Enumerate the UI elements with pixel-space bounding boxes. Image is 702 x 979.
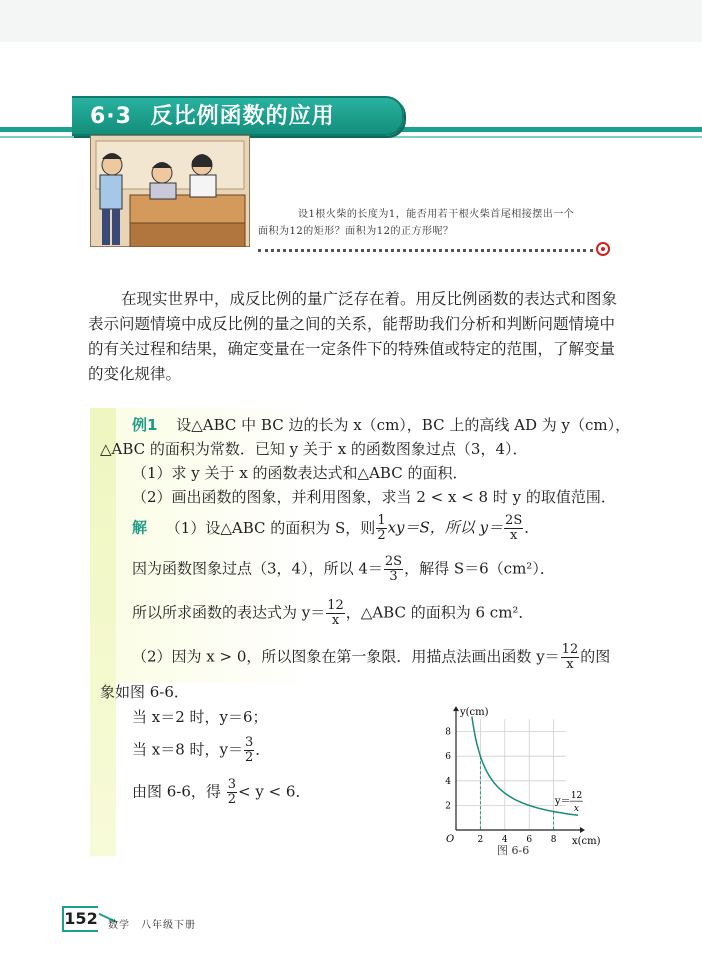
question-2: （2）画出函数的图象，并利用图象，求当 2 < x < 8 时 y 的取值范围． — [132, 488, 616, 506]
frac-den: 2 — [377, 528, 386, 543]
frac-den: 3 — [389, 569, 398, 584]
frac-num: 3 — [227, 777, 236, 792]
solution-line-4 — [132, 643, 610, 672]
y-axis-arrow — [453, 706, 459, 711]
y-tick-label: 2 — [445, 801, 451, 812]
solution-line-6: 当 x＝2 时，y＝6； — [132, 708, 268, 726]
curve-label-prefix: y＝ — [554, 796, 571, 808]
x-tick-label: 8 — [550, 835, 557, 845]
students-illustration — [90, 135, 250, 247]
example-text-1: 设△ABC 中 BC 边的长为 x（cm），BC 上的高线 AD 为 y（cm）， — [176, 416, 631, 434]
y-tick-label: 4 — [445, 776, 451, 787]
frac-num: 1 — [377, 513, 386, 528]
s8-end: < y < 6． — [238, 782, 311, 801]
s1-pre: （1）设△ABC 的面积为 S，则 — [165, 518, 376, 537]
section-title — [90, 99, 335, 130]
fraction-2s-x — [504, 514, 523, 543]
intro-question — [258, 206, 638, 240]
solution-line-5: 象如图 6-6． — [100, 683, 189, 701]
dotted-separator — [258, 249, 593, 252]
fraction-12-x — [326, 599, 345, 628]
s3-pre: 所以所求函数的表达式为 y＝ — [132, 603, 326, 622]
frac-den: x — [566, 657, 574, 672]
frac-den: 2 — [245, 750, 254, 765]
intro-line-2: 面积为12的矩形？面积为12的正方形呢？ — [258, 226, 454, 237]
solution-line-2 — [132, 555, 555, 584]
target-bullet-icon — [596, 242, 610, 256]
intro-paragraph: 在现实世界中，成反比例的量广泛存在着。用反比例函数的表达式和图象表示问题情境中成反比例的量之间的关系，能帮助我们分析和判断问题情境中的有关过程和结果，确定变量在一定条件下的特殊值或特定的范围，了解变量的变化规律。 — [88, 290, 618, 383]
s4-pre: （2）因为 x > 0，所以图象在第一象限．用描点法画出函数 y＝ — [132, 647, 560, 666]
fraction-half — [376, 514, 386, 543]
origin-label: O — [446, 834, 455, 845]
s1-mid: xy＝S，所以 y＝ — [387, 518, 504, 537]
x-axis-arrow — [580, 827, 585, 833]
axis-ticks — [445, 728, 556, 845]
s4-end: 的图 — [580, 647, 611, 666]
question-1: （1）求 y 关于 x 的函数表达式和△ABC 的面积． — [132, 464, 468, 482]
book-title: 数学 八年级下册 — [108, 920, 196, 931]
frac-num: 12 — [561, 642, 579, 657]
example-line-1 — [132, 414, 630, 436]
example-label: 例1 — [132, 416, 158, 434]
solution-line-8 — [132, 778, 310, 807]
s7-pre: 当 x＝8 时，y＝ — [132, 740, 244, 759]
curve-label — [554, 791, 583, 814]
frac-num: 3 — [245, 735, 254, 750]
frac-den: x — [331, 613, 340, 628]
fraction-12-x-2 — [561, 643, 580, 672]
function-graph — [438, 690, 610, 855]
example-line-2: △ABC 的面积为常数．已知 y 关于 x 的函数图象过点（3，4）． — [100, 440, 528, 458]
curve-label-num: 12 — [570, 791, 583, 802]
solution-line-1 — [132, 514, 539, 543]
s2-end: ，解得 S＝6（cm²）． — [404, 559, 555, 578]
x-tick-label: 4 — [501, 835, 508, 845]
frac-num: 2S — [505, 513, 523, 528]
solution-line-3 — [132, 599, 533, 628]
fraction-3-2 — [244, 736, 254, 765]
frac-den: 2 — [227, 792, 236, 807]
fraction-3-2-b — [227, 778, 237, 807]
x-tick-label: 2 — [477, 835, 484, 845]
y-axis-label: y(cm) — [460, 707, 489, 719]
intro-line-1: 设1根火柴的长度为1，能否用若干根火柴首尾相接摆出一个 — [298, 209, 575, 220]
guide-lines — [480, 756, 553, 830]
y-tick-label: 6 — [445, 752, 451, 763]
y-tick-label: 8 — [445, 727, 451, 738]
fraction-2s-3 — [384, 555, 403, 584]
section-number: 6·3 — [90, 104, 132, 129]
curve-label-den: x — [573, 804, 579, 815]
example-side-bar — [90, 408, 116, 856]
page-number: 152 — [62, 906, 98, 932]
s1-end: ． — [524, 518, 540, 537]
solution-label: 解 — [132, 518, 148, 537]
section-title-text: 反比例函数的应用 — [150, 104, 335, 129]
top-margin — [0, 0, 702, 42]
graph-grid — [456, 719, 566, 830]
figure-caption: 图 6-6 — [497, 844, 530, 857]
s2-pre: 因为函数图象过点（3，4），所以 4＝ — [132, 559, 383, 578]
x-tick-label: 6 — [526, 835, 533, 845]
solution-line-7 — [132, 736, 270, 765]
x-axis-label: x(cm) — [572, 836, 601, 847]
frac-den: x — [509, 528, 518, 543]
frac-num: 2S — [384, 554, 403, 569]
s3-end: ，△ABC 的面积为 6 cm²． — [345, 603, 534, 622]
s8-pre: 由图 6-6，得 — [132, 782, 221, 801]
s7-end: ． — [255, 740, 271, 759]
frac-num: 12 — [327, 598, 344, 613]
